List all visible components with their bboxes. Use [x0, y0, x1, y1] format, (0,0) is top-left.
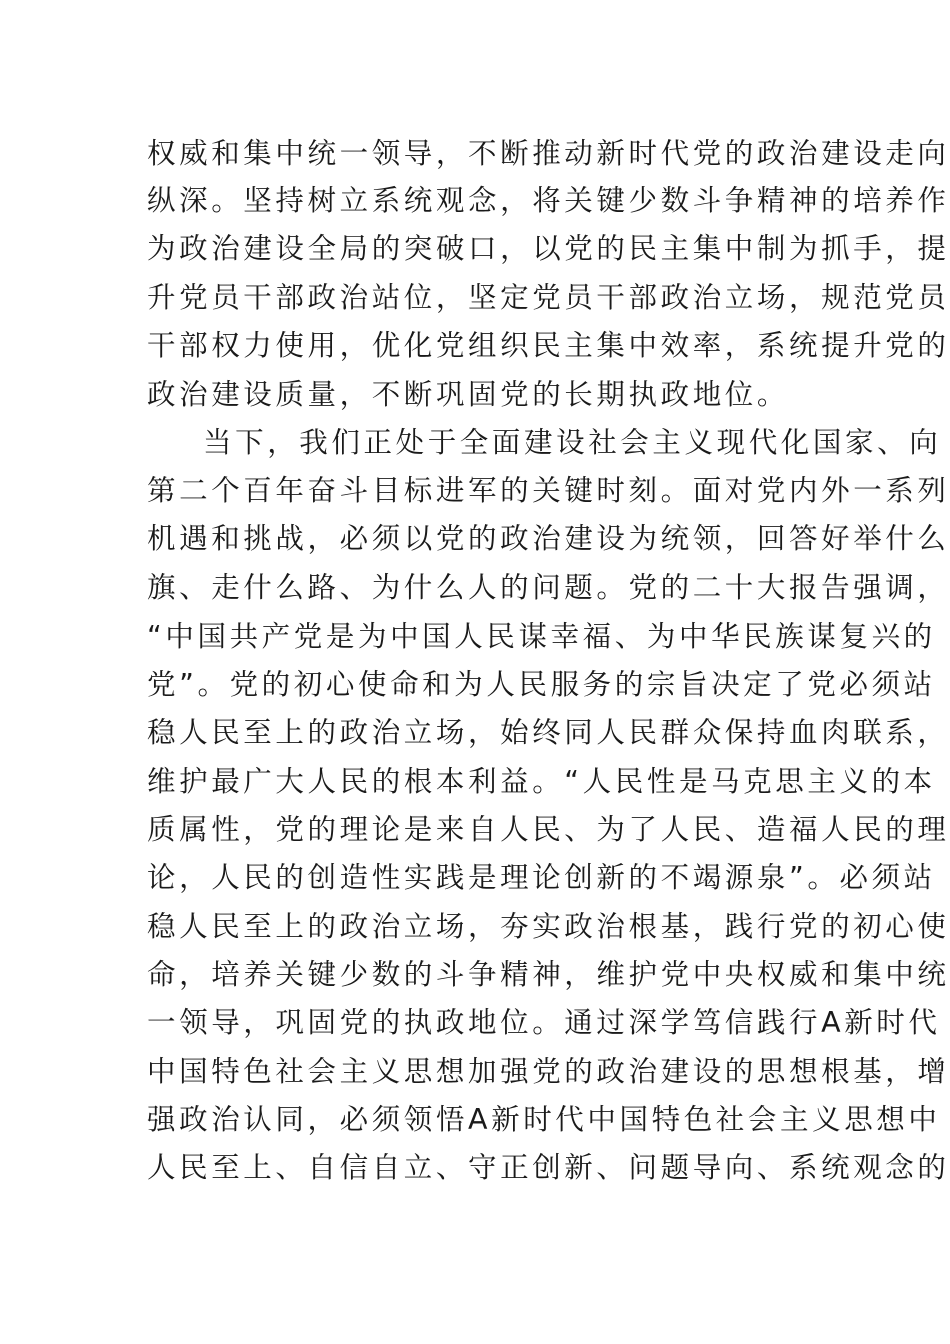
text-line: 第二个百年奋斗目标进军的关键时刻。面对党内外一系列 — [147, 474, 950, 507]
text-line: 稳人民至上的政治立场，夯实政治根基，践行党的初心使 — [147, 910, 950, 943]
text-line: 命，培养关键少数的斗争精神，维护党中央权威和集中统 — [147, 958, 950, 991]
text-line: 稳人民至上的政治立场，始终同人民群众保持血肉联系， — [147, 716, 950, 749]
text-line: 纵深。坚持树立系统观念，将关键少数斗争精神的培养作 — [147, 184, 950, 217]
text-line: 机遇和挑战，必须以党的政治建设为统领，回答好举什么 — [147, 522, 950, 555]
text-line: 论，人民的创造性实践是理论创新的不竭源泉”。必须站 — [147, 861, 936, 894]
text-line: 维护最广大人民的根本利益。“人民性是马克思主义的本 — [147, 765, 936, 798]
text-line: 中国特色社会主义思想加强党的政治建设的思想根基，增 — [147, 1055, 950, 1088]
paragraph-first-line: 当下，我们正处于全面建设社会主义现代化国家、向 — [203, 426, 942, 459]
text-line: 干部权力使用，优化党组织民主集中效率，系统提升党的 — [147, 329, 950, 362]
text-line: 权威和集中统一领导，不断推动新时代党的政治建设走向 — [147, 137, 950, 170]
text-line: 人民至上、自信自立、守正创新、问题导向、系统观念的 — [147, 1151, 950, 1184]
text-line: 旗、走什么路、为什么人的问题。党的二十大报告强调， — [147, 571, 950, 604]
text-line: 政治建设质量，不断巩固党的长期执政地位。 — [147, 378, 790, 411]
text-line: 强政治认同，必须领悟A新时代中国特色社会主义思想中 — [147, 1103, 941, 1136]
text-line: 升党员干部政治站位，坚定党员干部政治立场，规范党员 — [147, 281, 950, 314]
text-line: 一领导，巩固党的执政地位。通过深学笃信践行A新时代 — [147, 1006, 941, 1039]
text-line: 党”。党的初心使命和为人民服务的宗旨决定了党必须站 — [147, 668, 936, 701]
text-line: 为政治建设全局的突破口，以党的民主集中制为抓手，提 — [147, 232, 950, 265]
text-line: “中国共产党是为中国人民谋幸福、为中华民族谋复兴的 — [147, 620, 936, 653]
text-line: 质属性，党的理论是来自人民、为了人民、造福人民的理 — [147, 813, 950, 846]
